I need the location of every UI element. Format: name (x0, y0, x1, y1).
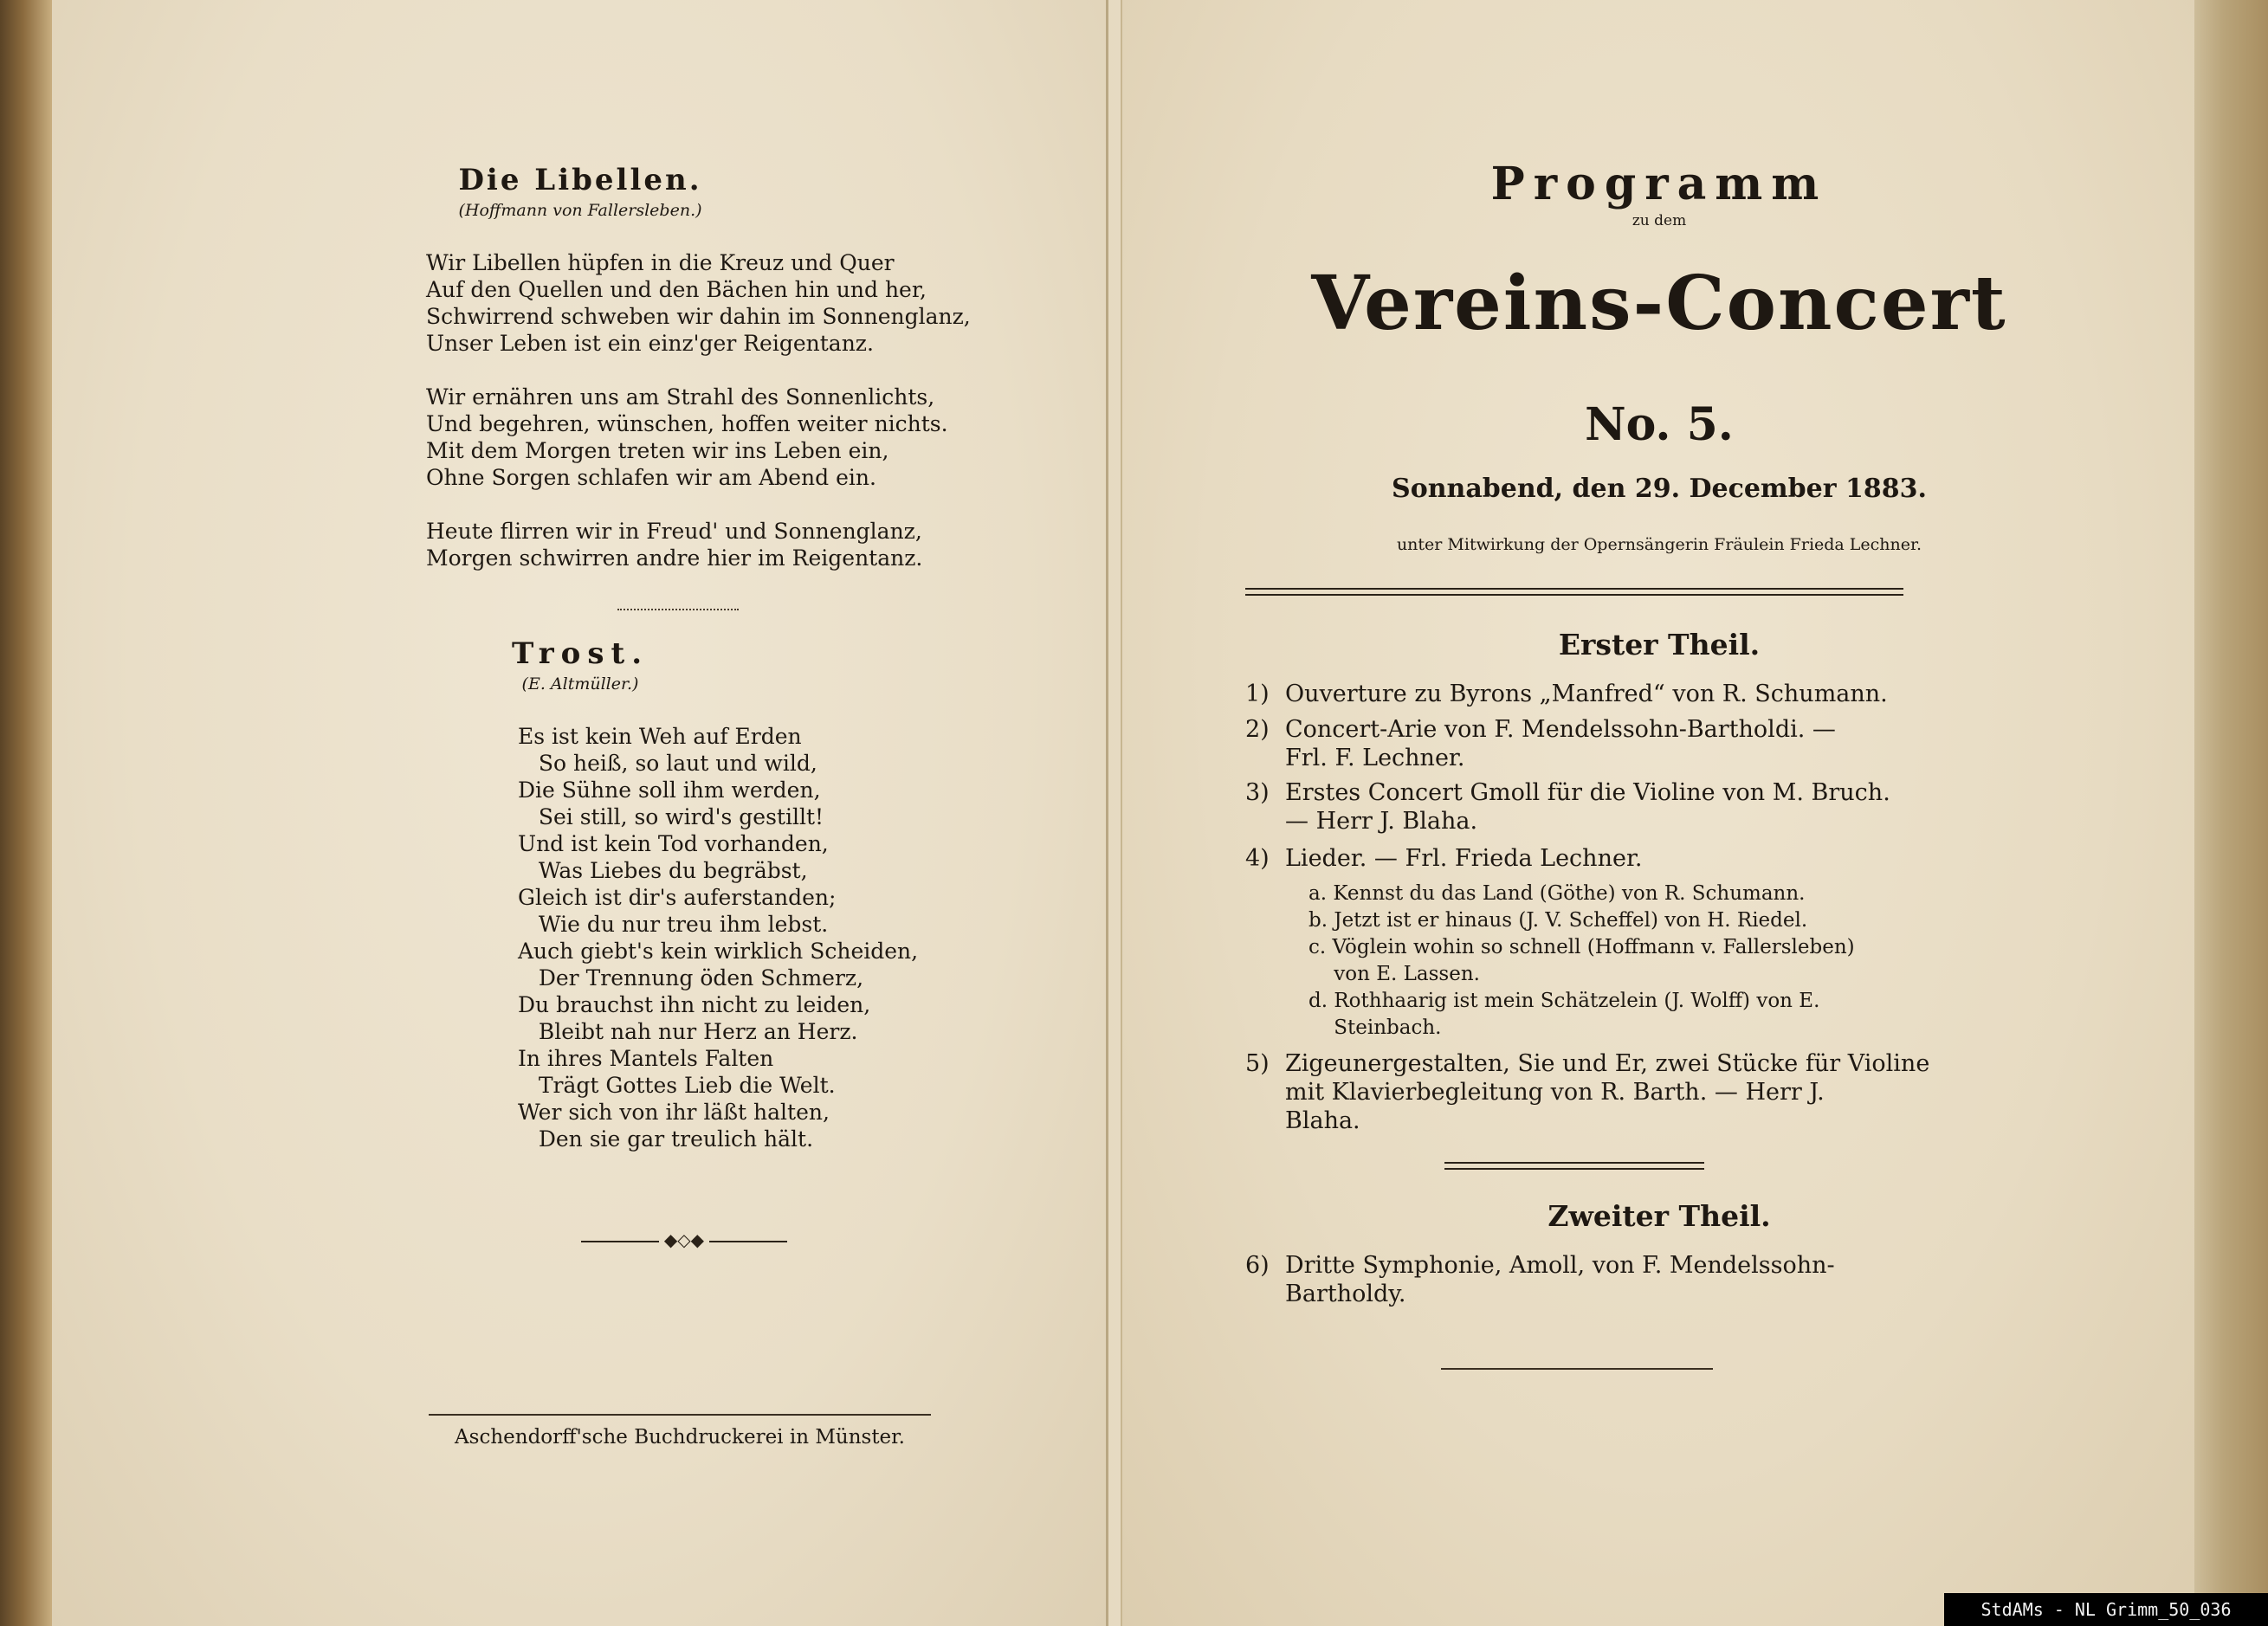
item-text: Concert-Arie von F. Mendelssohn-Bartholdi. — (1285, 716, 1836, 743)
poem2-line: Trägt Gottes Lieb die Welt. (518, 1073, 836, 1098)
concert-date: Sonnabend, den 29. December 1883. (1392, 474, 1927, 504)
poem2-line: Wer sich von ihr läßt halten, (518, 1100, 830, 1125)
item-text: Frl. F. Lechner. (1285, 745, 1465, 771)
poem1-line: Ohne Sorgen schlafen wir am Abend ein. (426, 465, 876, 490)
poem2-header (52, 636, 1108, 694)
poem2-line: Bleibt nah nur Herz an Herz. (518, 1019, 858, 1044)
poem1-line: Auf den Quellen und den Bächen hin und her, (426, 277, 927, 302)
poem2-line: Sei still, so wird's gestillt! (518, 804, 824, 829)
poem2-line: Und ist kein Tod vorhanden, (518, 831, 829, 856)
poem2-author: (E. Altmüller.) (521, 674, 639, 694)
poem1-author: (Hoffmann von Fallersleben.) (458, 201, 702, 220)
lied-b: b. Jetzt ist er hinaus (J. V. Scheffel) von H. Riedel. (1308, 909, 1808, 932)
item-number: 4) (1245, 845, 1270, 872)
program-item-4 (1245, 844, 2163, 874)
poem1-line: Und begehren, wünschen, hoffen weiter nichts. (426, 411, 948, 436)
item-number: 6) (1245, 1252, 1270, 1279)
poem1-line: Morgen schwirren andre hier im Reigentanz. (426, 545, 923, 571)
right-page (1121, 0, 2194, 1626)
closing-rule (1441, 1368, 1713, 1370)
archive-label: StdAMs - NL Grimm_50_036 (1944, 1593, 2268, 1626)
item-number: 5) (1245, 1050, 1270, 1077)
poem2-line: In ihres Mantels Falten (518, 1046, 774, 1071)
concert-heading: Vereins-Concert (1311, 260, 2007, 347)
section-double-rule (1444, 1162, 1704, 1170)
mitwirkung-line: unter Mitwirkung der Opernsängerin Fräulein Frieda Lechner. (1396, 535, 1922, 554)
item-number: 2) (1245, 716, 1270, 743)
lied-c-cont: von E. Lassen. (1308, 963, 1480, 985)
program-title (1122, 158, 2196, 229)
poem1-line: Wir Libellen hüpfen in die Kreuz und Quer (426, 250, 895, 275)
item-number: 1) (1245, 681, 1270, 707)
lied-d-cont: Steinbach. (1308, 1016, 1442, 1039)
poem-divider (617, 609, 739, 610)
right-page-stack-edge (2194, 0, 2268, 1626)
poem2-line: Die Sühne soll ihm werden, (518, 778, 821, 803)
poem2-line: So heiß, so laut und wild, (518, 751, 817, 776)
poem2-line: Es ist kein Weh auf Erden (518, 724, 802, 749)
poem1-line (426, 491, 971, 518)
poem1-text (426, 249, 971, 571)
item-number: 3) (1245, 779, 1270, 806)
part2-title: Zweiter Theil. (1548, 1199, 1771, 1233)
item-text: Zigeunergestalten, Sie und Er, zwei Stücke für Violine (1285, 1050, 1930, 1077)
ornament-divider: ◆◇◆ (580, 1229, 788, 1250)
item-text: Ouverture zu Byrons „Manfred“ von R. Schumann. (1285, 681, 1888, 707)
poem1-header (52, 163, 1108, 220)
item-text: — Herr J. Blaha. (1285, 808, 1478, 835)
poem2-line: Auch giebt's kein wirklich Scheiden, (518, 939, 919, 964)
poem1-line: Wir ernähren uns am Strahl des Sonnenlichts, (426, 384, 935, 410)
lied-c: c. Vöglein wohin so schnell (Hoffmann v. Fallersleben) (1308, 936, 1855, 958)
poem2-line: Wie du nur treu ihm lebst. (518, 912, 829, 937)
lied-a: a. Kennst du das Land (Göthe) von R. Schumann. (1308, 882, 1806, 905)
programm-heading: Programm (1490, 158, 1828, 210)
lied-d: d. Rothhaarig ist mein Schätzelein (J. Wolff) von E. (1308, 990, 1820, 1012)
zu-dem-text: zu dem (1632, 212, 1687, 229)
poem2-line: Der Trennung öden Schmerz, (518, 965, 864, 990)
poem1-line: Mit dem Morgen treten wir ins Leben ein, (426, 438, 889, 463)
poem2-line: Du brauchst ihn nicht zu leiden, (518, 992, 871, 1017)
part1-title: Erster Theil. (1558, 628, 1761, 661)
item-text: Erstes Concert Gmoll für die Violine von M. Bruch. (1285, 779, 1890, 806)
item-text: Bartholdy. (1285, 1281, 1406, 1307)
printer-imprint: Aschendorff'sche Buchdruckerei in Münster. (455, 1426, 905, 1449)
poem2-line: Was Liebes du begräbst, (518, 858, 808, 883)
poem1-line: Heute flirren wir in Freud' und Sonnenglanz, (426, 519, 922, 544)
header-double-rule (1245, 588, 1903, 596)
left-page (52, 0, 1108, 1626)
poem2-line: Den sie gar treulich hält. (518, 1126, 814, 1152)
concert-number: No. 5. (1585, 398, 1734, 451)
footer-rule (429, 1414, 931, 1416)
program-item-5 (1245, 1049, 2163, 1136)
poem1-line: Unser Leben ist ein einz'ger Reigentanz. (426, 331, 874, 356)
poem1-line (426, 357, 971, 384)
poem1-line: Schwirrend schweben wir dahin im Sonnenglanz, (426, 304, 971, 329)
poem1-title: Die Libellen. (458, 163, 702, 197)
poem2-line: Gleich ist dir's auferstanden; (518, 885, 837, 910)
item-text: Blaha. (1285, 1107, 1360, 1134)
left-binding-edge (0, 0, 52, 1626)
poem2-title: Trost. (511, 636, 649, 671)
poem2-text (518, 723, 918, 1152)
program-item-6 (1245, 1251, 2163, 1310)
item-text: Lieder. — Frl. Frieda Lechner. (1285, 845, 1643, 872)
item-text: Dritte Symphonie, Amoll, von F. Mendelssohn- (1285, 1252, 1835, 1279)
program-item-2 (1245, 715, 2163, 774)
program-item-1 (1245, 680, 2163, 709)
item-text: mit Klavierbegleitung von R. Barth. — Herr J. (1285, 1079, 1825, 1106)
program-item-3 (1245, 778, 2163, 837)
